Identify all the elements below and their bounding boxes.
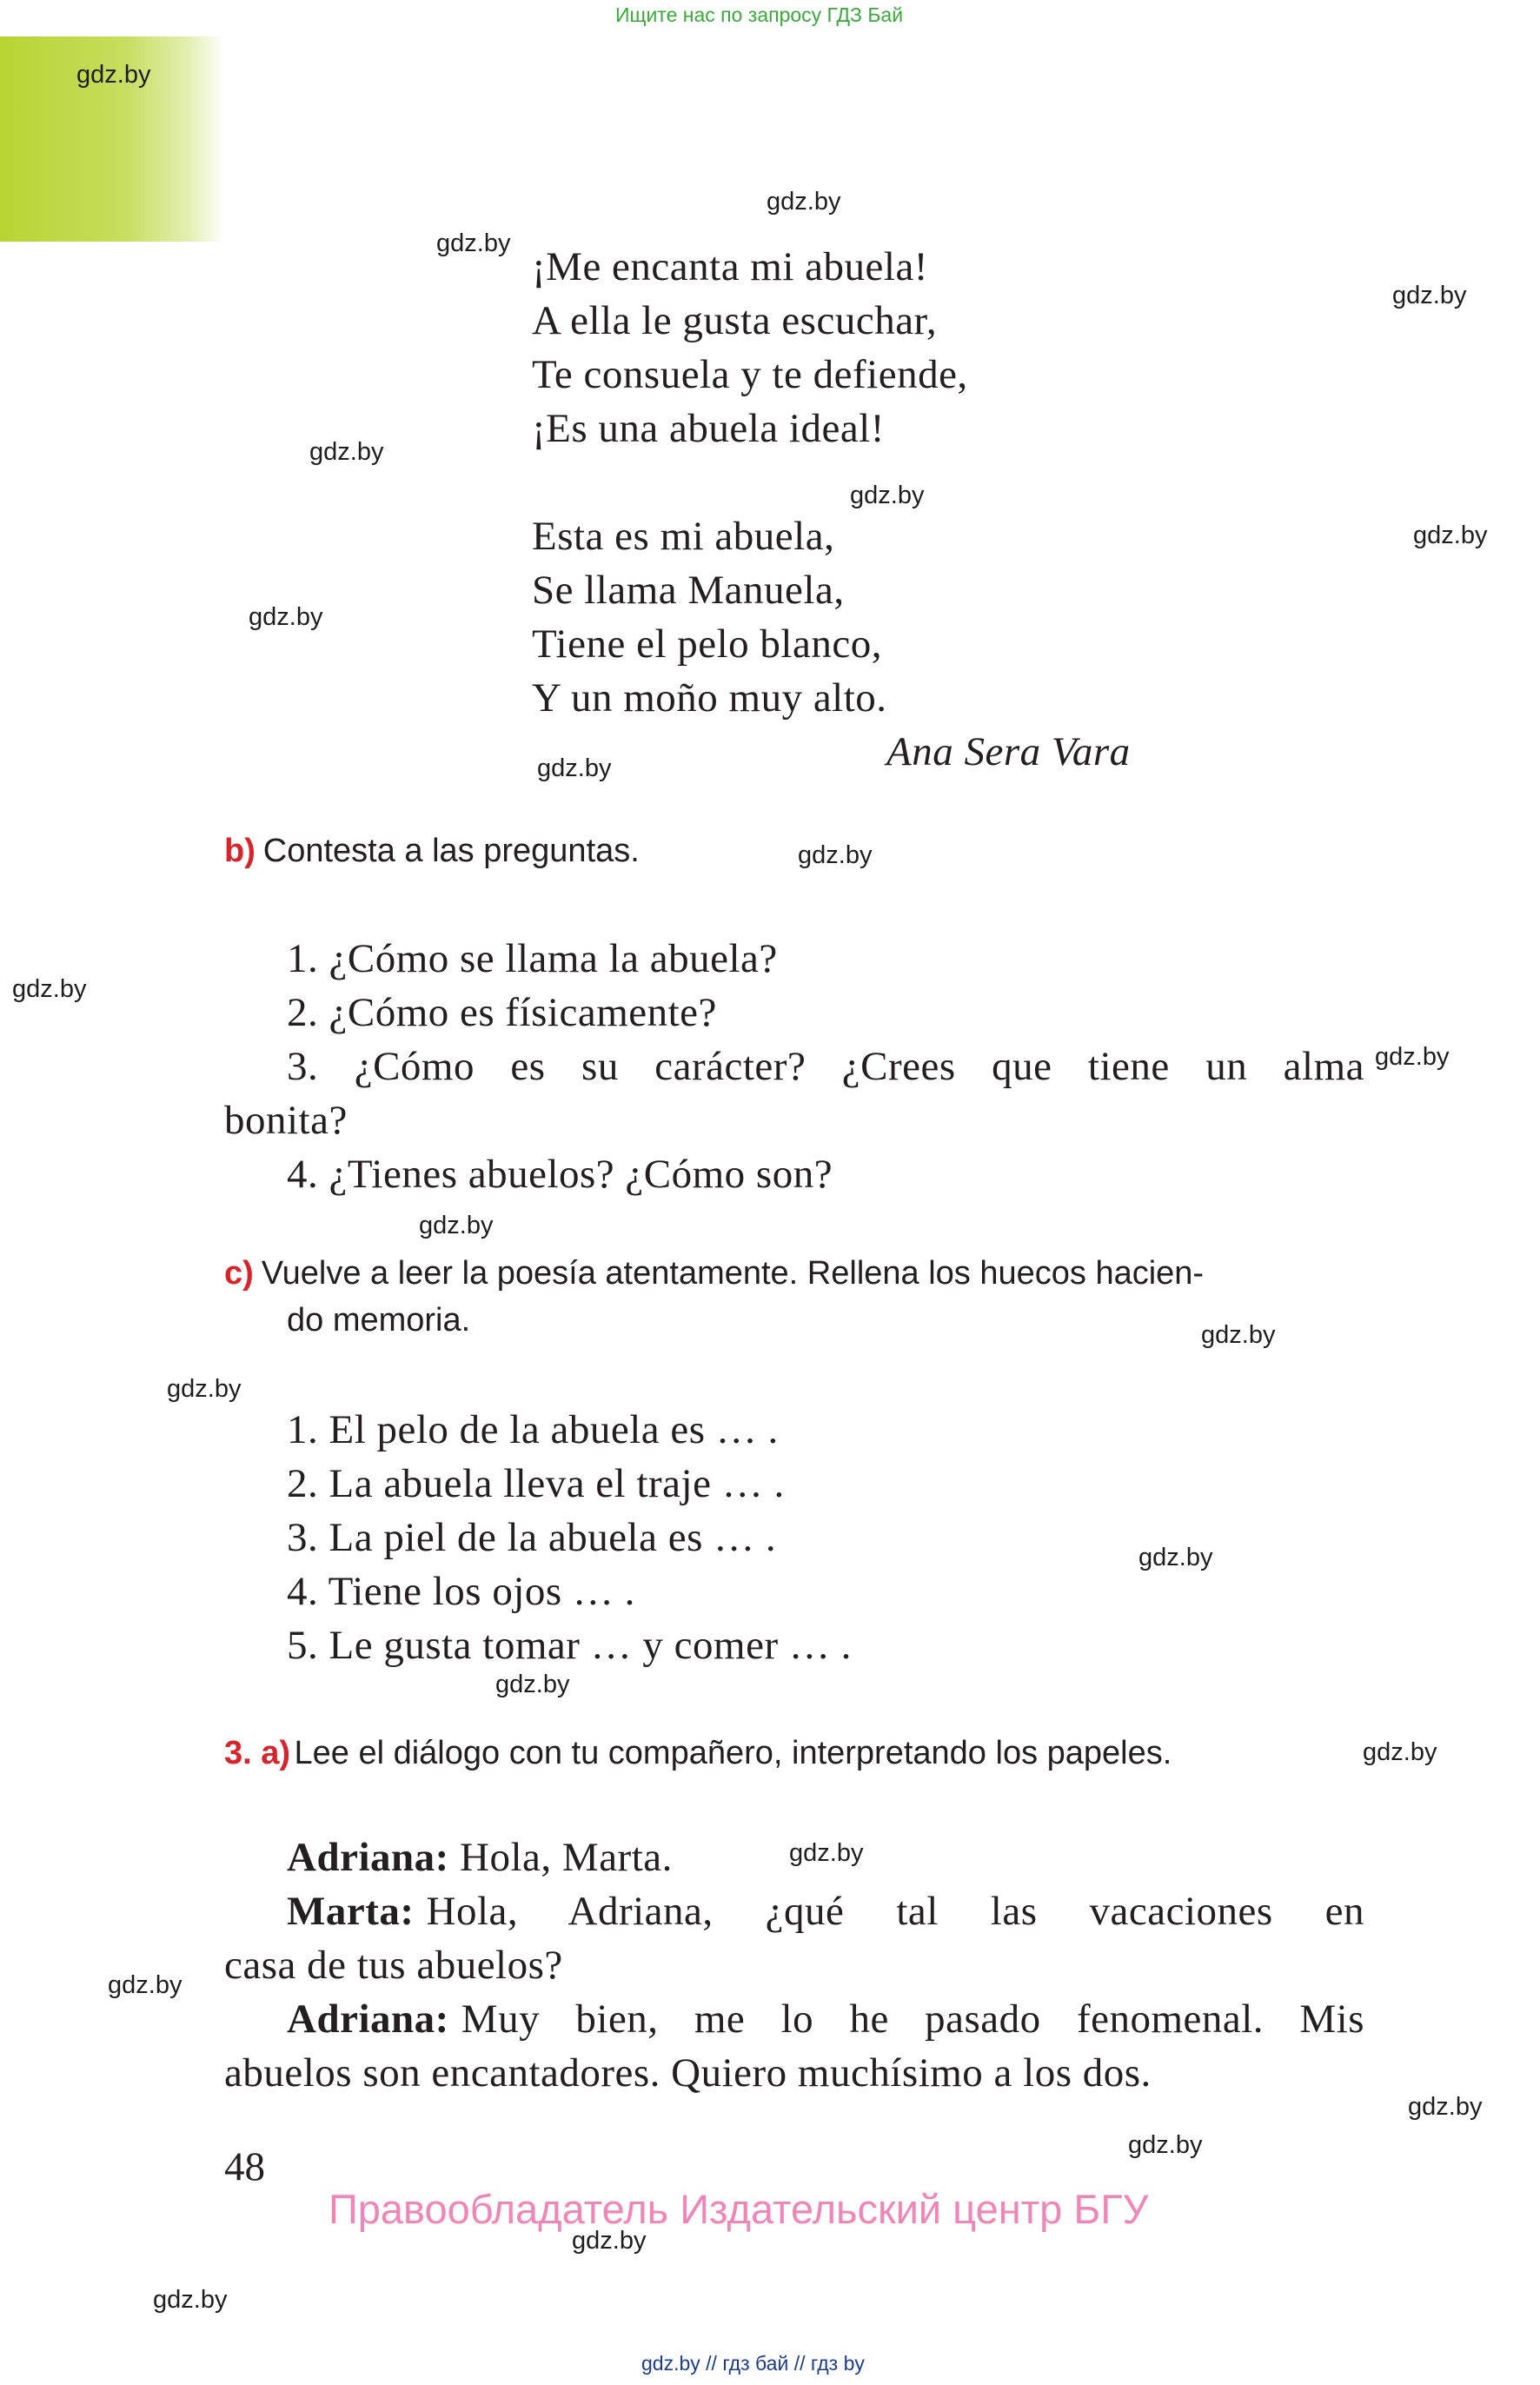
- watermark: gdz.by: [850, 482, 925, 509]
- dialogue-line: [287, 1888, 1364, 1935]
- top-banner: Ищите нас по запросу ГДЗ Бай: [615, 3, 904, 26]
- fill-item: 1. El pelo de la abuela es … .: [287, 1407, 779, 1452]
- copyright-notice: Правообладатель Издательский центр БГУ: [329, 2186, 1149, 2232]
- watermark: gdz.by: [1128, 2131, 1203, 2159]
- task-3a-instruction: Lee el diálogo con tu compañero, interpretando los papeles.: [294, 1735, 1172, 1771]
- watermark: gdz.by: [1201, 1321, 1276, 1349]
- poem-line: Y un moño muy alto.: [532, 675, 887, 721]
- dialogue-text: Hola, Marta.: [460, 1835, 673, 1880]
- question: 3. ¿Cómo es su carácter? ¿Crees que tiene un alma: [287, 1044, 1364, 1089]
- watermark: gdz.by: [1413, 522, 1488, 549]
- poem-author: Ana Sera Vara: [886, 729, 1131, 774]
- task-c-instruction: Vuelve a leer la poesía atentamente. Rellena los huecos hacien-: [261, 1255, 1205, 1292]
- fill-item: 5. Le gusta tomar … y comer … .: [287, 1623, 852, 1668]
- task-3a-heading: [224, 1735, 1172, 1772]
- bottom-banner: gdz.by // гдз бай // гдз by: [641, 2352, 865, 2375]
- speaker-name: Adriana:: [287, 1996, 449, 2042]
- watermark: gdz.by: [1138, 1544, 1213, 1571]
- fill-item: 3. La piel de la abuela es … .: [287, 1515, 777, 1560]
- watermark: gdz.by: [108, 1971, 183, 1999]
- watermark: gdz.by: [436, 229, 511, 257]
- dialogue-continuation: casa de tus abuelos?: [224, 1943, 563, 1988]
- watermark: gdz.by: [537, 754, 612, 782]
- poem-line: ¡Es una abuela ideal!: [532, 406, 885, 451]
- watermark: gdz.by: [1375, 1043, 1450, 1071]
- task-c-letter: c): [224, 1255, 254, 1292]
- dialogue-text: Hola, Adriana, ¿qué tal las vacaciones en: [426, 1889, 1364, 1934]
- watermark: gdz.by: [249, 603, 323, 631]
- poem-line: Tiene el pelo blanco,: [532, 621, 882, 667]
- speaker-name: Adriana:: [287, 1835, 449, 1880]
- poem-line: ¡Me encanta mi abuela!: [532, 244, 928, 289]
- watermark: gdz.by: [495, 1671, 570, 1698]
- watermark: gdz.by: [153, 2286, 228, 2314]
- question: 1. ¿Cómo se llama la abuela?: [287, 936, 778, 981]
- poem-line: A ella le gusta escuchar,: [532, 298, 938, 343]
- watermark: gdz.by: [167, 1375, 242, 1403]
- watermark: gdz.by: [12, 975, 87, 1003]
- task-3a-number: 3. a): [224, 1735, 291, 1771]
- task-c-instruction-continuation: do memoria.: [287, 1302, 471, 1339]
- task-b-instruction: Contesta a las preguntas.: [262, 833, 640, 869]
- dialogue-text: Muy bien, me lo he pasado fenomenal. Mis: [461, 1996, 1364, 2042]
- poem-line: Te consuela y te defiende,: [532, 352, 968, 397]
- task-b-letter: b): [224, 833, 256, 869]
- dialogue-line: [287, 1834, 673, 1881]
- poem-line: Esta es mi abuela,: [532, 514, 835, 559]
- watermark: gdz.by: [419, 1212, 494, 1239]
- question-continuation: bonita?: [224, 1098, 348, 1143]
- watermark: gdz.by: [1392, 282, 1467, 309]
- fill-item: 4. Tiene los ojos … .: [287, 1569, 635, 1614]
- dialogue-continuation: abuelos son encantadores. Quiero muchísimo a los dos.: [224, 2050, 1152, 2096]
- watermark: gdz.by: [309, 438, 384, 466]
- dialogue-line: [287, 1996, 1364, 2043]
- question: 4. ¿Tienes abuelos? ¿Cómo son?: [287, 1152, 833, 1197]
- task-b-heading: [224, 833, 640, 870]
- speaker-name: Marta:: [287, 1889, 415, 1934]
- watermark: gdz.by: [572, 2227, 647, 2255]
- poem-line: Se llama Manuela,: [532, 568, 845, 613]
- watermark: gdz.by: [1363, 1738, 1437, 1766]
- page-number: 48: [224, 2144, 265, 2189]
- question: 2. ¿Cómo es físicamente?: [287, 990, 717, 1035]
- watermark: gdz.by: [798, 841, 873, 869]
- fill-item: 2. La abuela lleva el traje … .: [287, 1461, 785, 1506]
- watermark: gdz.by: [767, 188, 841, 216]
- corner-label: gdz.by: [76, 61, 151, 89]
- watermark: gdz.by: [1408, 2093, 1483, 2121]
- task-c-heading: [224, 1255, 1204, 1292]
- watermark: gdz.by: [789, 1839, 864, 1867]
